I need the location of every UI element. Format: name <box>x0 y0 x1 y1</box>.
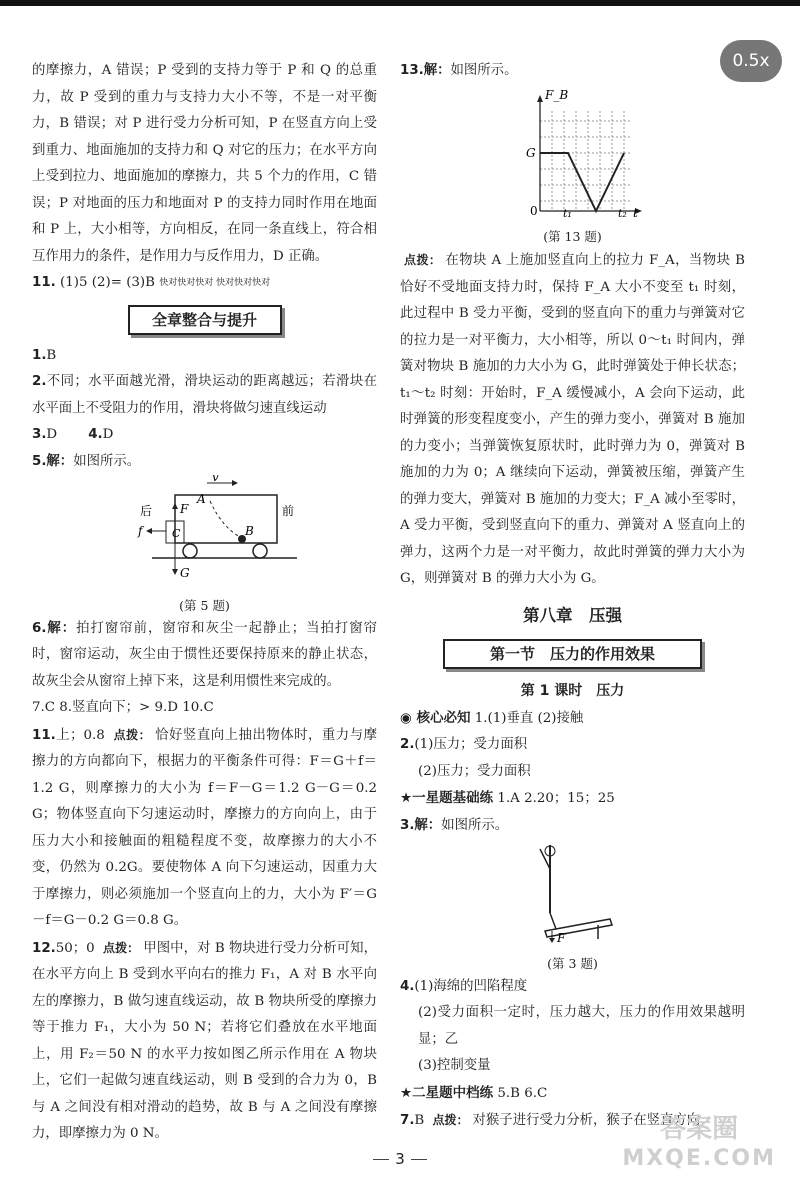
cart-body <box>175 495 277 543</box>
tick-t1: t₁ <box>563 206 572 217</box>
q5-text: 如图所示。 <box>73 453 141 469</box>
label-front: 前 <box>282 504 295 518</box>
star-icon: ★ <box>400 1084 413 1101</box>
x-axis-label: t <box>633 205 638 217</box>
figure-5-caption: (第 5 题) <box>179 597 230 613</box>
q13-text: 如图所示。 <box>450 63 518 78</box>
q6-number: 6. <box>32 620 47 636</box>
q11b-text: 恰好竖直向上抽出物体时，重力与摩擦力的方向都向下，根据力的平衡条件可得：F＝G＋f＝1.2 G，则摩擦力的大小为 f＝F－G＝1.2 G－G＝0.2 G；物体竖直向下匀速运动时，摩擦力的方向向上，由于压力大小和接触面的粗糙程度不变，故摩擦力的大小不变，仍然为 0.2G。要使物体 A 向下匀速运动，因重力大于摩擦力，则必须施加一个竖直向上的力，大小为 F′＝G－f＝G－0.2 G＝0.8 G。 <box>32 727 377 928</box>
watermark-url: MXQE.COM <box>622 1146 776 1171</box>
q6-label: 解： <box>46 620 77 636</box>
q5-label: 解： <box>46 453 74 469</box>
label-C: C <box>172 527 181 540</box>
s7-number: 7. <box>400 1113 415 1128</box>
star1-answers: 1.A 2.20；15；25 <box>497 791 615 806</box>
tick-t2: t₂ <box>618 206 627 217</box>
wheel-right <box>253 544 267 558</box>
q1-number: 1. <box>32 347 47 363</box>
star-icon: ★ <box>400 790 413 806</box>
q7-10-answers: 7.C 8.竖直向下；> 9.D 10.C <box>32 700 214 715</box>
label-B: B <box>245 524 254 538</box>
label-A: A <box>197 492 206 506</box>
q12-answer: 50；0 <box>55 940 95 956</box>
label-F: F <box>180 502 189 516</box>
core-answer: 1.(1)垂直 (2)接触 <box>474 710 584 726</box>
section-title-chapter-review: 全章整合与提升 <box>128 305 282 335</box>
trajectory-path <box>210 501 240 537</box>
s7-text: 对猴子进行受力分析，猴子在竖直方向 <box>472 1113 701 1128</box>
star2-heading: 二星题中档练 <box>412 1084 494 1101</box>
zoom-level-badge[interactable]: 0.5x <box>720 40 782 82</box>
site-watermark <box>622 1114 776 1174</box>
intro-paragraph: 的摩擦力，A 错误；P 受到的支持力等于 P 和 Q 的总重力，故 P 受到的重力与支持力大小不等，不是一对平衡力，B 错误；对 P 进行受力分析可知，P 在竖直方向上受到重力、地面施加的支持力和 Q 对它的压力；在水平方向上受到拉力、地面施加的摩擦力，共 5 个力的作用，C 错误；P 对地面的压力和地面对 P 的支持力同时作用在地面和 P 上，大小相等，方向相反，在同一条直线上，符合相互作用力的条件，是作用力与反作用力，D 正确。 <box>32 63 377 264</box>
origin-label: 0 <box>530 203 538 217</box>
q4-answer: D <box>102 427 114 442</box>
figure-3-caption: (第 3 题) <box>547 955 598 971</box>
right-column <box>400 58 745 1135</box>
q11-line <box>32 270 377 297</box>
q13-tip-label: 点拨： <box>404 253 442 267</box>
y-axis-label: F_B <box>545 87 569 102</box>
figure-13-caption: (第 13 题) <box>543 229 602 244</box>
q2-number: 2. <box>32 374 47 389</box>
core-icon: ◉ <box>400 709 412 726</box>
velocity-arrow-head <box>232 480 238 486</box>
wheel-left <box>183 544 197 558</box>
figure-13-graph <box>400 85 745 217</box>
q3-number: 3. <box>32 427 47 442</box>
c2-part-a: (1)压力；受力面积 <box>414 737 528 752</box>
section-title: 第一节 压力的作用效果 <box>443 639 702 669</box>
q12-number: 12. <box>32 940 56 956</box>
label-G-level: G <box>526 145 536 160</box>
star1-heading: 一星题基础练 <box>412 790 494 806</box>
star2-answers: 5.B 6.C <box>497 1085 548 1101</box>
s3-label: 解： <box>414 817 442 833</box>
label-rear: 后 <box>140 504 153 518</box>
s4-part-a: (1)海绵的凹陷程度 <box>414 978 528 994</box>
q13-label: 解： <box>423 63 451 78</box>
q11b-answer: 上；0.8 <box>55 727 105 743</box>
figure-3-diagram <box>400 839 745 943</box>
q13-tip-text: 在物块 A 上施加竖直向上的拉力 F_A，当物块 B 恰好不受地面支持力时，保持 F_A 大小不变至 t₁ 时刻，此过程中 B 受力平衡，受到的竖直向下的重力与弹簧对它的拉力是一对平衡力，大小相等，所以 0～t₁ 时间内，弹簧对物块 B 施加的力大小为 G，此时弹簧处于伸长状态；t₁～t₂ 时刻：开始时，F_A 缓慢减小，A 会向下运动，此时弹簧的形变程度变小，产生的弹力变小，弹簧对 B 施加的力变小；当弹簧恢复原状时，此时弹力为 0，弹簧对 B 施加的力为 0；A 继续向下运动，弹簧被压缩，弹簧产生的弹力变大，弹簧对 B 施加的力变大；F_A 减小至零时，A 受力平衡，受到竖直向下的重力、弹簧对 A 竖直向上的弹力，这两个力是一对平衡力，故此时弹簧的弹力大小为 G，则弹簧对 B 的弹力大小为 G。 <box>400 253 745 586</box>
figure-5-diagram <box>32 475 377 585</box>
s4-part-b: (2)受力面积一定时，压力越大，压力的作用效果越明显；乙 <box>418 1005 745 1047</box>
s7-tip-label: 点拨： <box>432 1113 469 1127</box>
q2-answer: 不同；水平面越光滑，滑块运动的距离越远；若滑块在水平面上不受阻力的作用，滑块将做匀速直线运动 <box>32 374 377 416</box>
core-heading: 核心必知 <box>416 709 471 726</box>
q12-text: 甲图中，对 B 物块进行受力分析可知，在水平方向上 B 受到水平向右的推力 F₁，A 对 B 水平向左的摩擦力，B 做匀速直线运动，故 B 物块所受的摩擦力等于推力 F₁，大小为 50 N；若将它们叠放在水平地面上，用 F₂＝50 N 的水平力按如图乙所示作用在 A 物块上，它们一起做匀速直线运动，则 B 受到的合力为 0，B 与 A 之间没有相对滑动的趋势，故 B 与 A 之间没有摩擦力，即摩擦力为 0 N。 <box>32 940 377 1141</box>
label-v: v <box>212 475 219 484</box>
q11b-number: 11. <box>32 727 56 743</box>
top-border <box>0 0 800 6</box>
label-G: G <box>180 566 190 580</box>
q6-text: 拍打窗帘前，窗帘和灰尘一起静止；当拍打窗帘时，窗帘运动，灰尘由于惯性还要保持原来的静止状态，故灰尘会从窗帘上掉下来，这是利用惯性来完成的。 <box>32 620 378 689</box>
s4-number: 4. <box>400 978 415 994</box>
watermark-logo-text: 答案圈 <box>660 1114 739 1144</box>
s3-number: 3. <box>400 817 415 833</box>
lesson-title: 第 1 课时 压力 <box>520 682 625 699</box>
left-column <box>32 58 377 1148</box>
force-curve <box>540 153 624 211</box>
page-number: 3 <box>0 1150 800 1168</box>
q11b-tip-label: 点拨： <box>113 727 152 742</box>
q5-number: 5. <box>32 453 47 469</box>
s7-answer: B <box>414 1113 425 1128</box>
s4-part-c: (3)控制变量 <box>418 1058 491 1073</box>
label-F: F <box>557 931 566 943</box>
q1-answer: B <box>46 347 57 363</box>
label-f: f <box>138 524 143 538</box>
q4-number: 4. <box>88 427 103 442</box>
q11-number: 11. <box>32 275 56 290</box>
chapter-title: 第八章 压强 <box>523 605 622 625</box>
q11-answer: (1)5 (2)= (3)B <box>60 275 155 290</box>
graph-grid <box>540 111 630 211</box>
q3-answer: D <box>46 427 58 442</box>
q12-tip-label: 点拨： <box>103 940 140 955</box>
q13-number: 13. <box>400 63 424 78</box>
q11-note: 快对快对快对 快对快对快对 <box>159 277 271 288</box>
s3-text: 如图所示。 <box>441 817 509 833</box>
c2-number: 2. <box>400 737 415 752</box>
c2-part-b: (2)压力；受力面积 <box>418 763 531 779</box>
